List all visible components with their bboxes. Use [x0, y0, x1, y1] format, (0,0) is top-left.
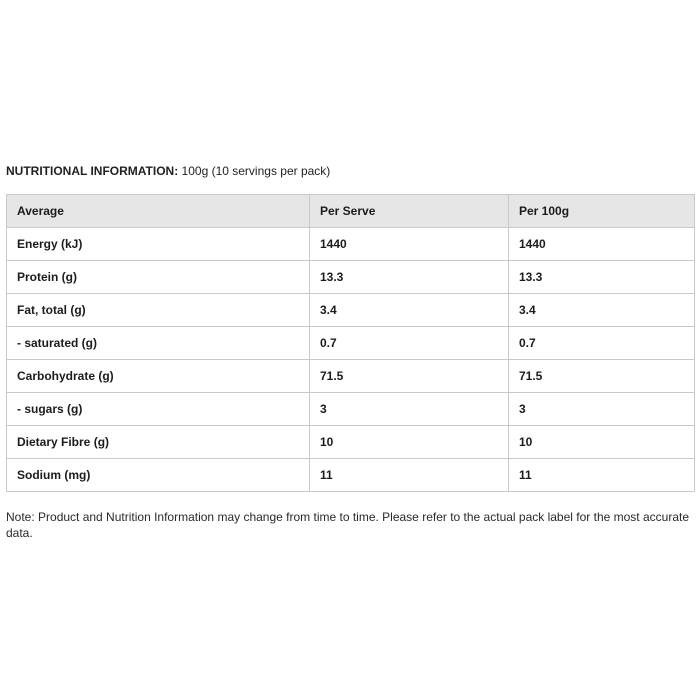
- nutrient-name: Carbohydrate (g): [7, 360, 310, 393]
- per-serve-value: 11: [310, 459, 509, 492]
- nutrient-name: Energy (kJ): [7, 228, 310, 261]
- per-serve-value: 71.5: [310, 360, 509, 393]
- nutrition-heading: [6, 164, 330, 178]
- table-row: [7, 228, 695, 261]
- table-row: [7, 261, 695, 294]
- table-row: [7, 360, 695, 393]
- per-serve-value: 13.3: [310, 261, 509, 294]
- per-serve-value: 10: [310, 426, 509, 459]
- header-per-100g: Per 100g: [509, 195, 695, 228]
- header-average: Average: [7, 195, 310, 228]
- per-100g-value: 10: [509, 426, 695, 459]
- nutrient-name: Sodium (mg): [7, 459, 310, 492]
- table-row: [7, 426, 695, 459]
- heading-detail: 100g (10 servings per pack): [181, 164, 331, 178]
- table-row: [7, 327, 695, 360]
- per-100g-value: 0.7: [509, 327, 695, 360]
- disclaimer-note: Note: Product and Nutrition Information may change from time to time. Please refer to the actual pack label for the most accurate data.: [6, 510, 689, 540]
- per-100g-value: 11: [509, 459, 695, 492]
- per-100g-value: 13.3: [509, 261, 695, 294]
- per-100g-value: 3.4: [509, 294, 695, 327]
- heading-label: NUTRITIONAL INFORMATION:: [6, 164, 179, 178]
- per-serve-value: 3: [310, 393, 509, 426]
- table-row: [7, 393, 695, 426]
- nutrient-name: Dietary Fibre (g): [7, 426, 310, 459]
- per-serve-value: 1440: [310, 228, 509, 261]
- table-header-row: [7, 195, 695, 228]
- nutrient-name: - saturated (g): [7, 327, 310, 360]
- per-100g-value: 71.5: [509, 360, 695, 393]
- nutrient-name: Fat, total (g): [7, 294, 310, 327]
- nutrition-table: [6, 194, 695, 492]
- per-100g-value: 1440: [509, 228, 695, 261]
- per-100g-value: 3: [509, 393, 695, 426]
- table-row: [7, 294, 695, 327]
- per-serve-value: 3.4: [310, 294, 509, 327]
- per-serve-value: 0.7: [310, 327, 509, 360]
- table-row: [7, 459, 695, 492]
- header-per-serve: Per Serve: [310, 195, 509, 228]
- nutrient-name: Protein (g): [7, 261, 310, 294]
- nutrient-name: - sugars (g): [7, 393, 310, 426]
